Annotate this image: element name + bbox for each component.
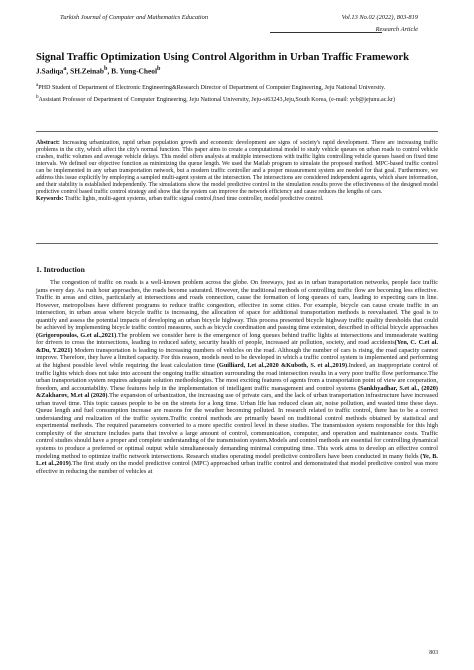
citation: (Ye, B. L.et al.,2019): [36, 452, 438, 468]
affiliation-b: [36, 94, 440, 105]
affiliation-b-mark: b: [36, 93, 39, 100]
abstract: [36, 140, 438, 203]
body-text-segment: .The expansion of urbanization, the increasing use of private cars, and the lack of urban transportation infrastructure have increased urban travel time. This topic causes people to be on the streets for a long time. Urban life has reduced clean air, noise pollution, and wasted time these days. Queue length and fuel consumption increase are reasons for the weather becoming polluted. In research related to traffic control, there has to be a correct understanding and realization of the traffic system.Traffic control methods are primarily based on traditional control methods obtained by statistical and experimental methods. The required parameters converted to a more specific control level in these studies. The transmission system responsible for this high complexity of the structure includes parts that involve a large amount of control, communication, computer, and operation and maintenance costs. Traffic control studies should have a proper and complete understanding of the transmission system.Models and control methods are essential for controlling dynamical systems to produce a preferred or optimal output while simultaneously demanding minimal computing time. This work aims to develop an effective control modeling method to optimize traffic network intersections. Research studies operating model predictive controllers have been conducted in many fields: [36, 392, 438, 460]
abstract-label: Abstract:: [36, 140, 60, 146]
journal-name: Turkish Journal of Computer and Mathematics Education: [60, 14, 209, 21]
affiliation-a-text: PHD Student of Department of Electronic Engineering&Research Director of Department of Computer Engineering, Jeju National University.: [38, 85, 386, 92]
citation: (Grigoropoulos, G.et al.,2021): [36, 331, 117, 339]
author-1-affil: a: [63, 66, 67, 72]
affiliations: [36, 82, 440, 105]
abstract-paragraph: [36, 140, 438, 196]
volume-info: Vol.13 No.02 (2022), 803-819: [341, 14, 418, 21]
keywords-label: Keywords:: [36, 196, 64, 202]
citation: (Guilliard, I.et al.,2020 &Kuboth, S. et al.,2019): [216, 362, 348, 370]
author-separator: ,: [107, 66, 112, 76]
author-3: B. Yung-Cheol: [111, 66, 158, 76]
body-text-segment: .The problem we consider here is the emergence of long queues behind traffic lights at intersections and immeaderate waiting for drivers to cross the intersections, leading to reduced safety, security health of people, increased air pollution, society, and road accidents: [36, 331, 438, 347]
author-list: [36, 66, 160, 75]
divider: [36, 243, 438, 244]
citation: (Sankhyadhar, S.et al., (2020) &Zakharov, M.et al (2020): [36, 384, 438, 400]
affiliation-b-text: Assistant Professor of Department of Computer Engineering, Jeju National University, Jeju-si63243,Jeju,South Korea, (e-mail: ycb@jejunu.ac.kr): [38, 96, 396, 103]
affiliation-a: [36, 82, 440, 93]
citation: (Yen, C. C.et al. &Du, Y.2021): [36, 339, 438, 354]
body-text-segment: .Indeed, an inappropriate control of traffic lights which does not take into account the ongoing traffic situation surrounding the road intersection results in a very poor traffic flow performance.The urban transportation system requires adequate solution methodologies. The most exciting features of agents from a transportation point of view are cooperation, freedom, and accountability. These features help in the implementation of intelligent traffic management and control systems: [36, 362, 438, 392]
abstract-text: Increasing urbanization, rapid urban population growth and economic development are signs of society's rapid development. There are increasing traffic problems in the city, which affect the city's normal function. This paper aims to create a computational model to study vehicle queues on urban roads to control vehicle crashes, traffic volumes and average vehicle delays. This model offers analysis at multiple intersections with traffic lights controlling vehicle queues based on fixed time intervals. We defined our objective function as minimizing the queue length. We used the Matlab program to simulate the proposed method. MPC-based traffic control can be implemented in any urban transportation network, but a modern traffic controller and a proper measurement system are needed for that goal. Furthermore, we address this issue explicitly by employing a sampled multi-agent system at the intersection. The intersections are considered independent agents, which share information, and their stability is established independently. The simulations show the model predictive control in the simulation results prove the effectiveness of the designed model predictive control based traffic control strategy and show that the system can improve the network efficiency and cause reduces the lengths of cars.: [36, 140, 438, 195]
body-paragraph: [36, 279, 438, 475]
author-2-affil: b: [104, 66, 108, 72]
section-heading: 1. Introduction: [36, 265, 85, 274]
body-text-segment: .The first study on the model predictive control (MPC) approached urban traffic control and demonstrated that model predictive control was more effective in reducing the number of vehicles at: [36, 460, 438, 475]
author-2: , SH.Zeinab: [66, 66, 104, 76]
page-number: 803: [429, 650, 438, 656]
affiliation-a-mark: a: [36, 82, 39, 88]
author-3-affil: b: [157, 66, 161, 72]
article-type: Research Article: [375, 26, 418, 33]
paper-title: Signal Traffic Optimization Using Control Algorithm in Urban Traffic Framework: [36, 52, 410, 63]
introduction-body: [36, 279, 438, 475]
keywords-text: Traffic lights, multi-agent systems, urban traffic signal control,fixed time controller, model predictive control.: [64, 196, 324, 202]
keywords-paragraph: [36, 196, 438, 203]
body-text-segment: The congestion of traffic on roads is a well-known problem across the globe. On freeways, just as in urban transportation networks, people face traffic jams every day. As rush hour approaches, the roads become saturated. However, the traditional methods of controlling traffic flow are becoming less effective. Traffic in areas and cities, particularly at intersections and roads connection, cause the formation of long queues of cars, leading to expecting cars in line. However, metropolises have different programs to reduce traffic congestion, effective in some cities. For example, bicycle can cause create traffic in an intersection, in urban areas where bicycle traffic is increasing, the allocation of space for additional transportation methods is reevaluated. The goal is to quantify and assess the potential impacts of developing an urban bicycle highway. This process presented bicycle highway traffic quality thresholds that could be achieved by implementing bicycle traffic control measures, such as bicycle coordination and passing time extension, described in official bicycle approaches: [36, 279, 438, 332]
running-header: [60, 14, 418, 21]
body-text-segment: Modern transportation is leading to increasing numbers of vehicles on the road. Although the number of cars is rising, the road capacity cannot improve. Therefore, they have a limited capacity. For this reason, models need to be developed in which a traffic control system is implemented and performing at the highest possible level while requiring the least calculation time: [36, 346, 438, 370]
author-1: J.Sadiqa: [36, 66, 64, 76]
divider: [36, 131, 438, 132]
